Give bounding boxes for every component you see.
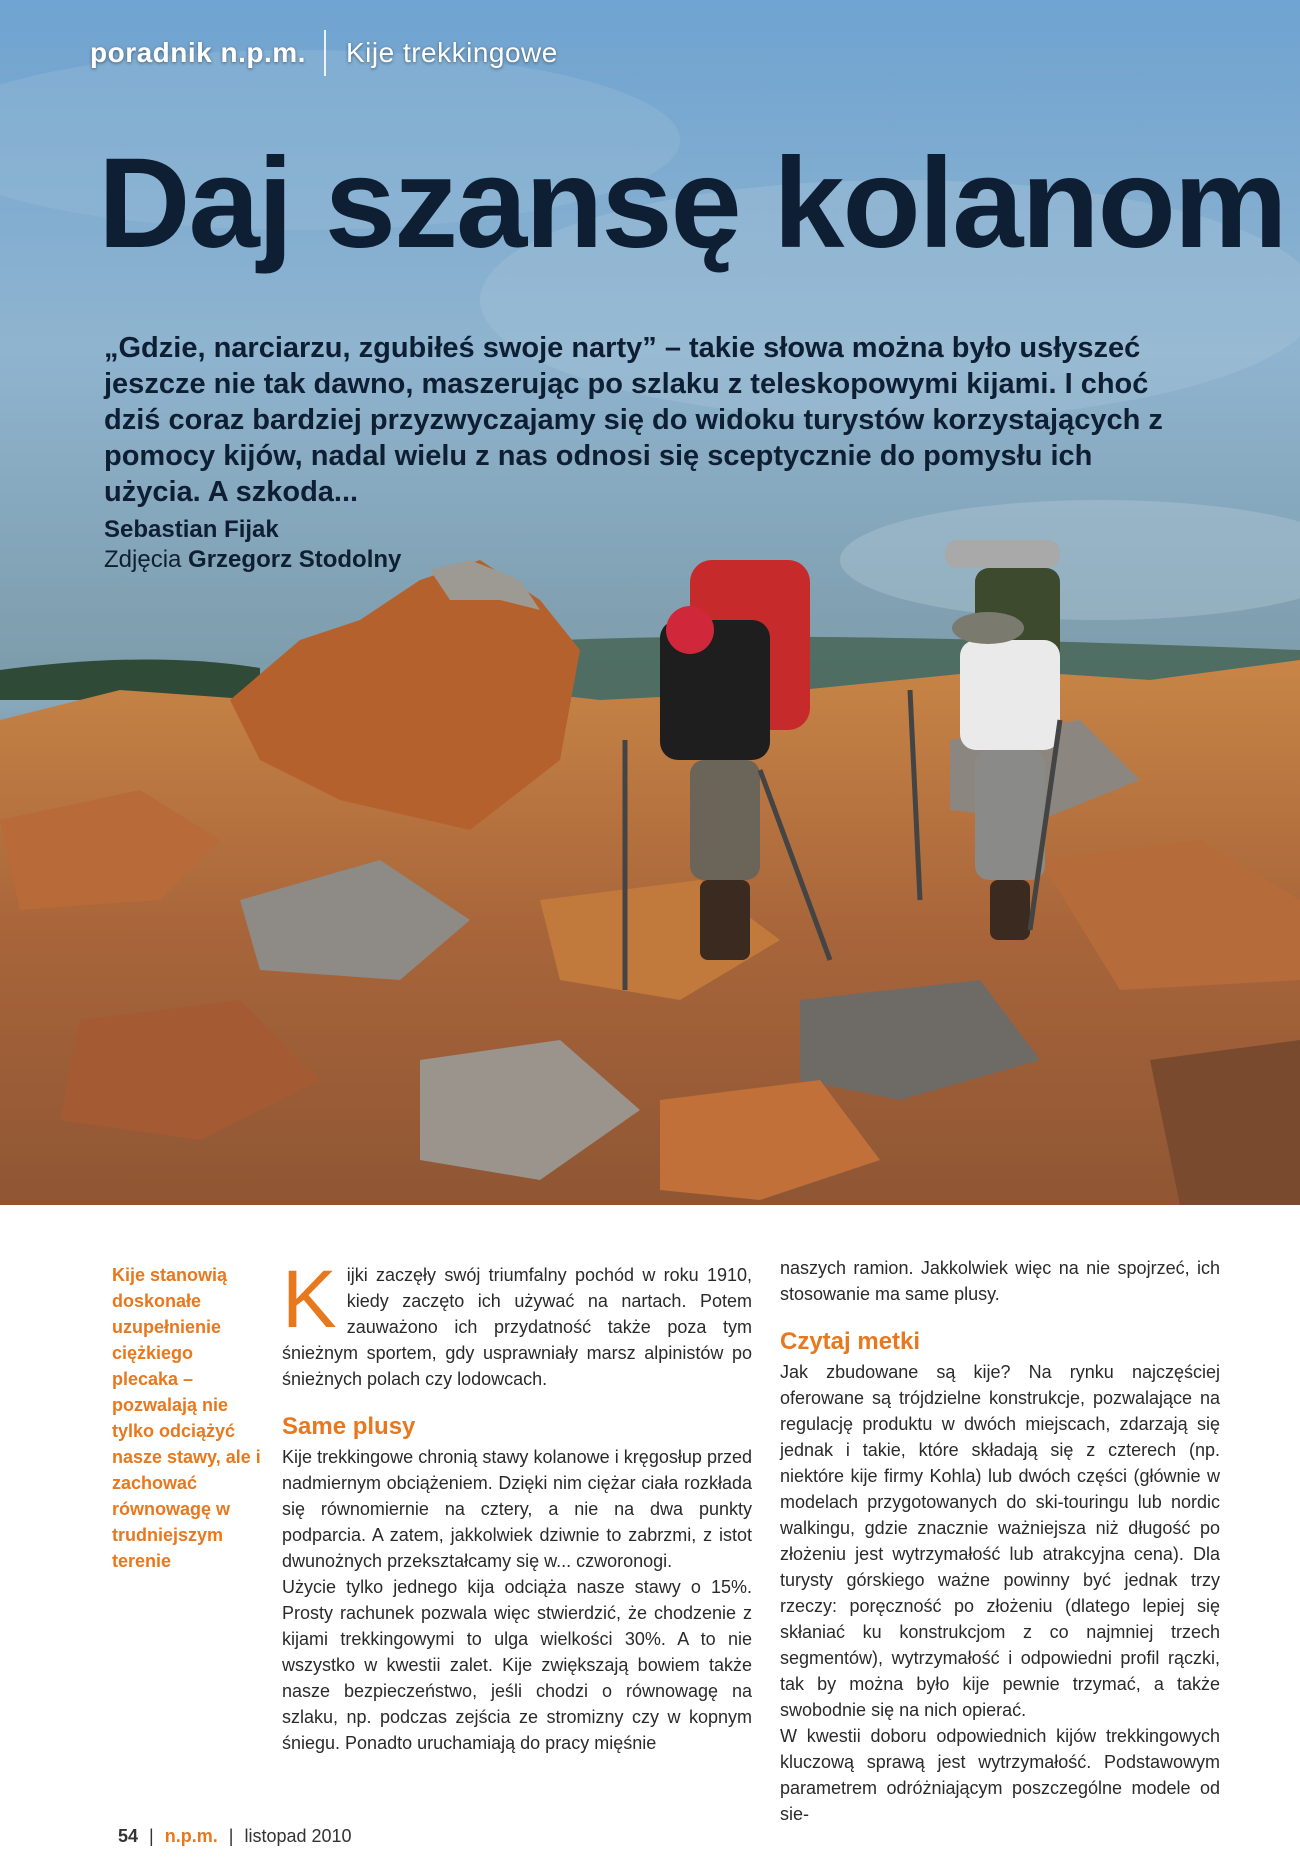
paragraph-same-plusy-1: Kije trekkingowe chronią stawy kolanowe i kręgosłup przed nadmiernym obciążeniem. Dzięki nim ciężar ciała rozkłada się równomiernie na cztery, a nie na dwa punkty podparcia. A zatem, jakkolwiek dziwnie to zabrzmi, z istot dwunożnych przekształcamy się w... czworonogi.: [282, 1447, 752, 1571]
paragraph-czytaj-2: W kwestii doboru odpowiednich kijów trekkingowych kluczową sprawą jest wytrzymałość. Podstawowym parametrem odróżniającym poszczególne modele od sie-: [780, 1726, 1220, 1824]
footer-divider-2: |: [228, 1826, 234, 1846]
heading-czytaj-metki: Czytaj metki: [780, 1328, 921, 1355]
article-author: Sebastian Fijak: [104, 516, 279, 543]
article-title: Daj szansę kolanom: [98, 132, 1286, 275]
pull-quote: Kije stanowią doskonałe uzupełnienie ciężkiego plecaka – pozwalają nie tylko odciążyć nasze stawy, ale i zachować równowagę w trudniejszym terenie: [112, 1265, 261, 1571]
footer-divider: |: [149, 1826, 154, 1846]
intro-paragraph: [282, 1254, 752, 1392]
intro-text: ijki zaczęły swój triumfalny pochód w roku 1910, kiedy zaczęto ich używać na nartach. Potem zauważono ich przydatność także poza tym śnieżnym sportem, gdy usprawniały marsz alpinistów po śnieżnych polach czy lodowcach.: [282, 1265, 752, 1389]
page-footer: [118, 1826, 352, 1847]
paragraph-continued: naszych ramion. Jakkolwiek więc na nie spojrzeć, ich stosowanie ma same plusy.: [780, 1258, 1220, 1304]
section-name: poradnik n.p.m.: [90, 37, 306, 68]
photo-credit: [104, 546, 401, 574]
page-number: 54: [118, 1826, 139, 1846]
issue-date: listopad 2010: [244, 1826, 352, 1846]
kicker-divider: [324, 30, 326, 76]
magazine-name: n.p.m.: [164, 1826, 218, 1846]
paragraph-czytaj-1: Jak zbudowane są kije? Na rynku najczęściej oferowane są trójdzielne konstrukcje, pozwalające na regulację produktu w dwóch miejscach, zdarzają się jednak i takie, które składają się z czterech (np. niektóre kije firmy Kohla) lub dwóch części (głównie w modelach przygotowanych do ski-touringu lub nordic walkingu, gdzie znacznie ważniejsza niż długość po złożeniu jest wytrzymałość lub atrakcyjna cena). Dla turysty górskiego ważne powinny być jednak trzy rzeczy: poręczność po złożeniu (dlatego lepiej się skłaniać ku konstrukcjom z co najmniej trzech segmentów), wytrzymałość i odpowiedni profil rączki, tak by można było kije pewnie trzymać, a także swobodnie się na nich opierać.: [780, 1362, 1220, 1720]
text-column-2: [780, 1255, 1220, 1827]
article-lead: „Gdzie, narciarzu, zgubiłeś swoje narty” – takie słowa można było usłyszeć jeszcze nie tak dawno, maszerując po szlaku z teleskopowymi kijami. I choć dziś coraz bardziej przyzwyczajamy się do widoku turystów korzystających z pomocy kijów, nadal wielu z nas odnosi się sceptycznie do pomysłu ich użycia. A szkoda...: [104, 332, 1163, 508]
heading-same-plusy: Same plusy: [282, 1413, 416, 1440]
photographer-name: Grzegorz Stodolny: [188, 546, 402, 573]
section-topic: Kije trekkingowe: [345, 37, 558, 68]
drop-cap: K: [282, 1254, 337, 1345]
section-kicker: [90, 30, 558, 76]
text-column-1: [282, 1254, 752, 1756]
photo-credit-label: Zdjęcia: [104, 546, 182, 573]
paragraph-same-plusy-2: Użycie tylko jednego kija odciąża nasze stawy o 15%. Prosty rachunek pozwala więc stwierdzić, że chodzenie z kijami trekkingowymi to ulga wielkości 30%. A to nie wszystko w kwestii zalet. Kije zwiększają bowiem także nasze bezpieczeństwo, jeśli chodzi o równowagę na szlaku, np. podczas zejścia ze stromizny czy w kopnym śniegu. Ponadto uruchamiają do pracy mięśnie: [282, 1577, 752, 1753]
